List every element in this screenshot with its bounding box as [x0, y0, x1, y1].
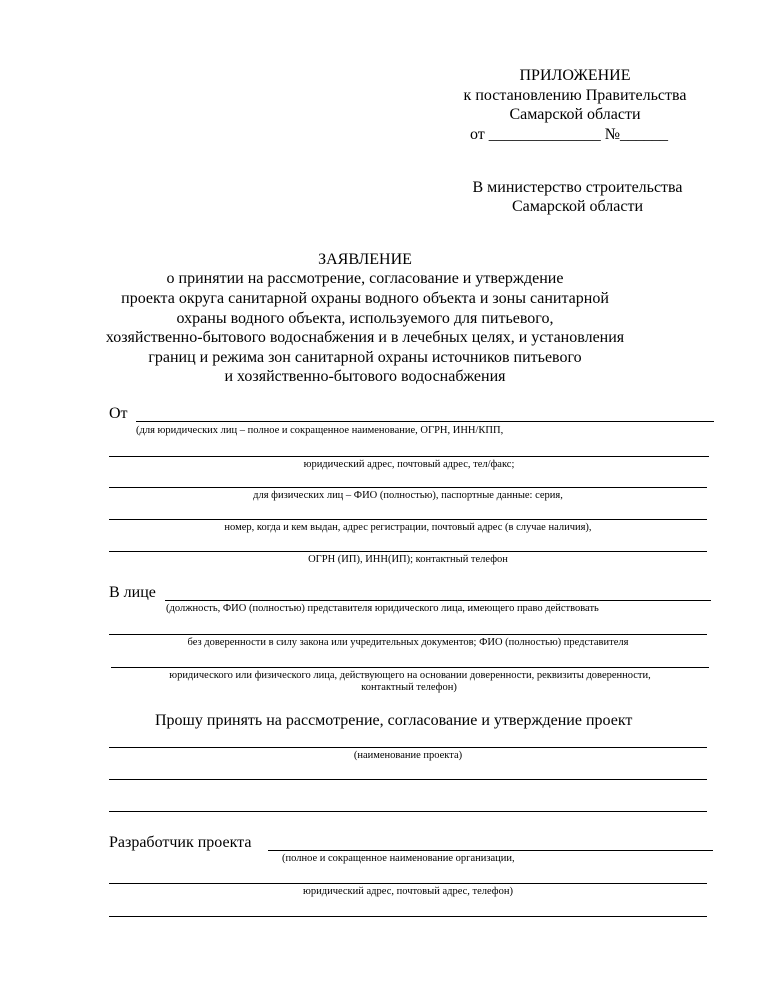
attachment-resolution: к постановлению Правительства [463, 87, 687, 104]
title-line: границ и режима зон санитарной охраны источников питьевого [148, 349, 582, 366]
representative-hint: (должность, ФИО (полностью) представителя юридического лица, имеющего право действовать [166, 603, 599, 614]
project-name-line[interactable] [109, 779, 707, 780]
representative-field-line[interactable] [111, 667, 709, 668]
developer-field-line[interactable] [109, 883, 707, 884]
developer-hint: юридический адрес, почтовый адрес, телефон) [303, 886, 513, 897]
from-hint: (для юридических лиц – полное и сокращенное наименование, ОГРН, ИНН/КПП, [136, 425, 504, 436]
from-field-line[interactable] [136, 421, 714, 422]
from-label: От [109, 405, 128, 422]
developer-field-line[interactable] [109, 916, 707, 917]
from-field-line[interactable] [109, 487, 707, 488]
project-name-hint: (наименование проекта) [353, 750, 463, 761]
application-heading: ЗАЯВЛЕНИЕ [318, 251, 412, 268]
representative-hint: контактный телефон) [361, 682, 457, 693]
representative-field-line[interactable] [109, 634, 707, 635]
from-hint: номер, когда и кем выдан, адрес регистрации, почтовый адрес (в случае наличия), [224, 522, 592, 533]
developer-label: Разработчик проекта [109, 834, 252, 851]
request-text: Прошу принять на рассмотрение, согласование и утверждение проект [155, 712, 633, 729]
from-hint: для физических лиц – ФИО (полностью), паспортные данные: серия, [253, 490, 563, 501]
project-name-line[interactable] [109, 811, 707, 812]
attachment-heading: ПРИЛОЖЕНИЕ [519, 67, 631, 84]
developer-hint: (полное и сокращенное наименование организации, [282, 853, 515, 864]
from-hint: ОГРН (ИП), ИНН(ИП); контактный телефон [308, 554, 508, 565]
addressee-line-2: Самарской области [512, 198, 643, 215]
attachment-date-number: от ______________ №______ [470, 126, 669, 143]
from-field-line[interactable] [109, 551, 707, 552]
representative-hint: юридического или физического лица, действующего на основании доверенности, реквизиты доверенности, [169, 670, 651, 681]
title-line: охраны водного объекта, используемого для питьевого, [176, 310, 554, 327]
addressee-line-1: В министерство строительства [472, 179, 683, 196]
title-line: хозяйственно-бытового водоснабжения и в лечебных целях, и установления [105, 329, 625, 346]
attachment-region: Самарской области [509, 106, 641, 123]
from-hint: юридический адрес, почтовый адрес, тел/факс; [303, 459, 515, 470]
representative-hint: без доверенности в силу закона или учредительных документов; ФИО (полностью) представителя [187, 637, 629, 648]
representative-field-line[interactable] [165, 600, 711, 601]
title-line: и хозяйственно-бытового водоснабжения [224, 368, 506, 385]
representative-label: В лице [109, 584, 156, 601]
developer-field-line[interactable] [268, 850, 713, 851]
project-name-line[interactable] [109, 747, 707, 748]
from-field-line[interactable] [109, 519, 707, 520]
title-line: о принятии на рассмотрение, согласование и утверждение [166, 270, 564, 287]
title-line: проекта округа санитарной охраны водного объекта и зоны санитарной [121, 290, 609, 307]
from-field-line[interactable] [109, 456, 709, 457]
